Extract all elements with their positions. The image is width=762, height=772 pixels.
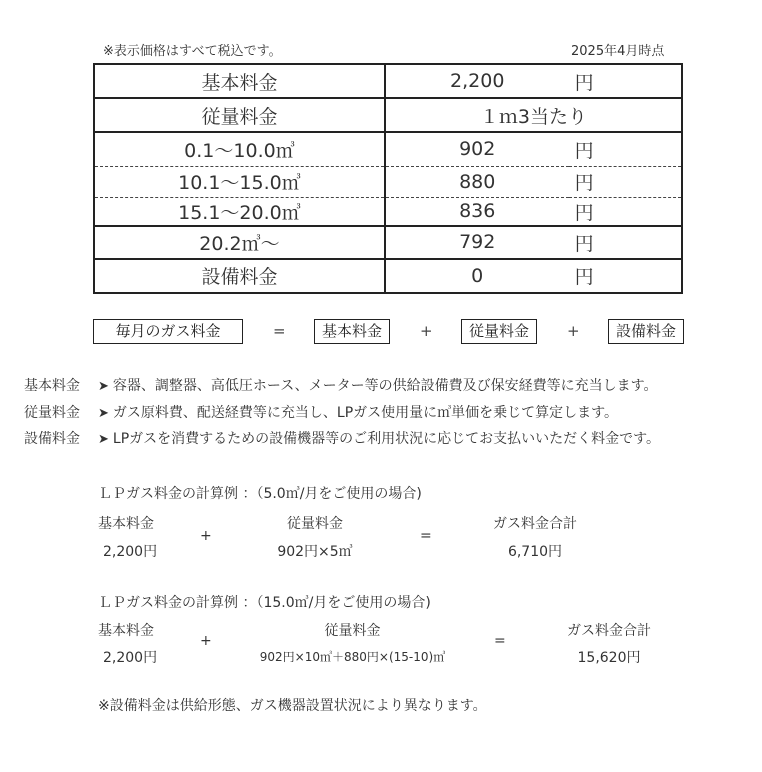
- example-title: ＬＰガス料金の計算例 ：（5.0㎥/月をご使用の場合): [98, 486, 422, 502]
- table-row: [94, 197, 682, 226]
- yen-unit: 円: [569, 64, 682, 98]
- tax-note: ※表示価格はすべて税込です。: [103, 44, 282, 59]
- example-title: ＬＰガス料金の計算例 ：（15.0㎥/月をご使用の場合): [98, 595, 431, 611]
- tier-range: 15.1〜20.0㎥: [94, 197, 385, 226]
- base-fee-label: 基本料金: [94, 64, 385, 98]
- table-row: [94, 64, 682, 98]
- example-total-value: 15,620円: [577, 650, 641, 666]
- table-row: [94, 166, 682, 197]
- base-fee-box: 基本料金: [314, 319, 390, 344]
- arrow-icon: ➤: [98, 432, 109, 447]
- equipment-fee-box: 設備料金: [608, 319, 684, 344]
- plus-sign: +: [420, 322, 433, 340]
- plus-sign: +: [200, 528, 212, 544]
- example-total-value: 6,710円: [507, 544, 563, 560]
- example-usage-label: 従量料金: [324, 623, 381, 639]
- definition-label: 設備料金: [24, 431, 80, 447]
- yen-unit: 円: [569, 166, 682, 197]
- example-base-label: 基本料金: [98, 516, 154, 532]
- plus-sign: +: [567, 322, 580, 340]
- example-total-label: ガス料金合計: [493, 516, 577, 532]
- usage-fee-box: 従量料金: [461, 319, 537, 344]
- example-usage-value: 902円×10㎥＋880円×(15-10)㎥: [259, 650, 446, 664]
- tier-price: 836: [385, 197, 569, 226]
- table-row: [94, 259, 682, 293]
- example-base-value: 2,200円: [103, 650, 158, 666]
- equipment-fee-label: 設備料金: [94, 259, 385, 293]
- example-usage-value: 902円×5㎥: [277, 544, 353, 560]
- example-base-value: 2,200円: [103, 544, 158, 560]
- plus-sign: +: [200, 633, 212, 649]
- definition-body: LPガスを消費するための設備機器等のご利用状況に応じてお支払いいただく料金です。: [112, 431, 661, 447]
- equipment-fee-value: 0: [471, 264, 484, 287]
- definition-body: 容器、調整器、高低圧ホース、メーター等の供給設備費及び保安経費等に充当します。: [112, 378, 658, 394]
- yen-unit: 円: [574, 266, 594, 288]
- arrow-icon: ➤: [98, 379, 109, 394]
- tier-price: 792: [385, 226, 569, 259]
- usage-fee-label: 従量料金: [94, 98, 385, 132]
- equals-sign: =: [420, 528, 432, 544]
- definition-label: 基本料金: [24, 378, 80, 394]
- definition-text: [98, 375, 658, 395]
- equals-sign: =: [273, 322, 286, 340]
- table-row: [94, 98, 682, 132]
- base-fee-value: 2,200: [385, 64, 569, 98]
- equals-sign: =: [494, 633, 506, 649]
- tier-range: 20.2㎥〜: [94, 226, 385, 259]
- example-total-label: ガス料金合計: [567, 623, 651, 639]
- monthly-fee-box: 毎月のガス料金: [93, 319, 243, 344]
- usage-unit: １ｍ3当たり: [385, 98, 682, 132]
- table-row: [94, 226, 682, 259]
- table-row: [94, 132, 682, 166]
- arrow-icon: ➤: [98, 406, 109, 421]
- tier-range: 0.1〜10.0㎥: [94, 132, 385, 166]
- example-base-label: 基本料金: [98, 623, 154, 639]
- as-of-date: 2025年4月時点: [571, 44, 665, 59]
- yen-unit: 円: [569, 226, 682, 259]
- rate-table: [93, 63, 683, 294]
- definition-text: [98, 402, 618, 422]
- tier-price: 880: [385, 166, 569, 197]
- definition-label: 従量料金: [24, 405, 80, 421]
- yen-unit: 円: [569, 197, 682, 226]
- yen-unit: 円: [569, 132, 682, 166]
- footnote: ※設備料金は供給形態、ガス機器設置状況により異なります。: [98, 698, 487, 714]
- definition-body: ガス原料費、配送経費等に充当し、LPガス使用量に㎥単価を乗じて算定します。: [112, 405, 619, 421]
- example-usage-label: 従量料金: [287, 516, 343, 532]
- definition-text: [98, 428, 660, 448]
- tier-price: 902: [385, 132, 569, 166]
- tier-range: 10.1〜15.0㎥: [94, 166, 385, 197]
